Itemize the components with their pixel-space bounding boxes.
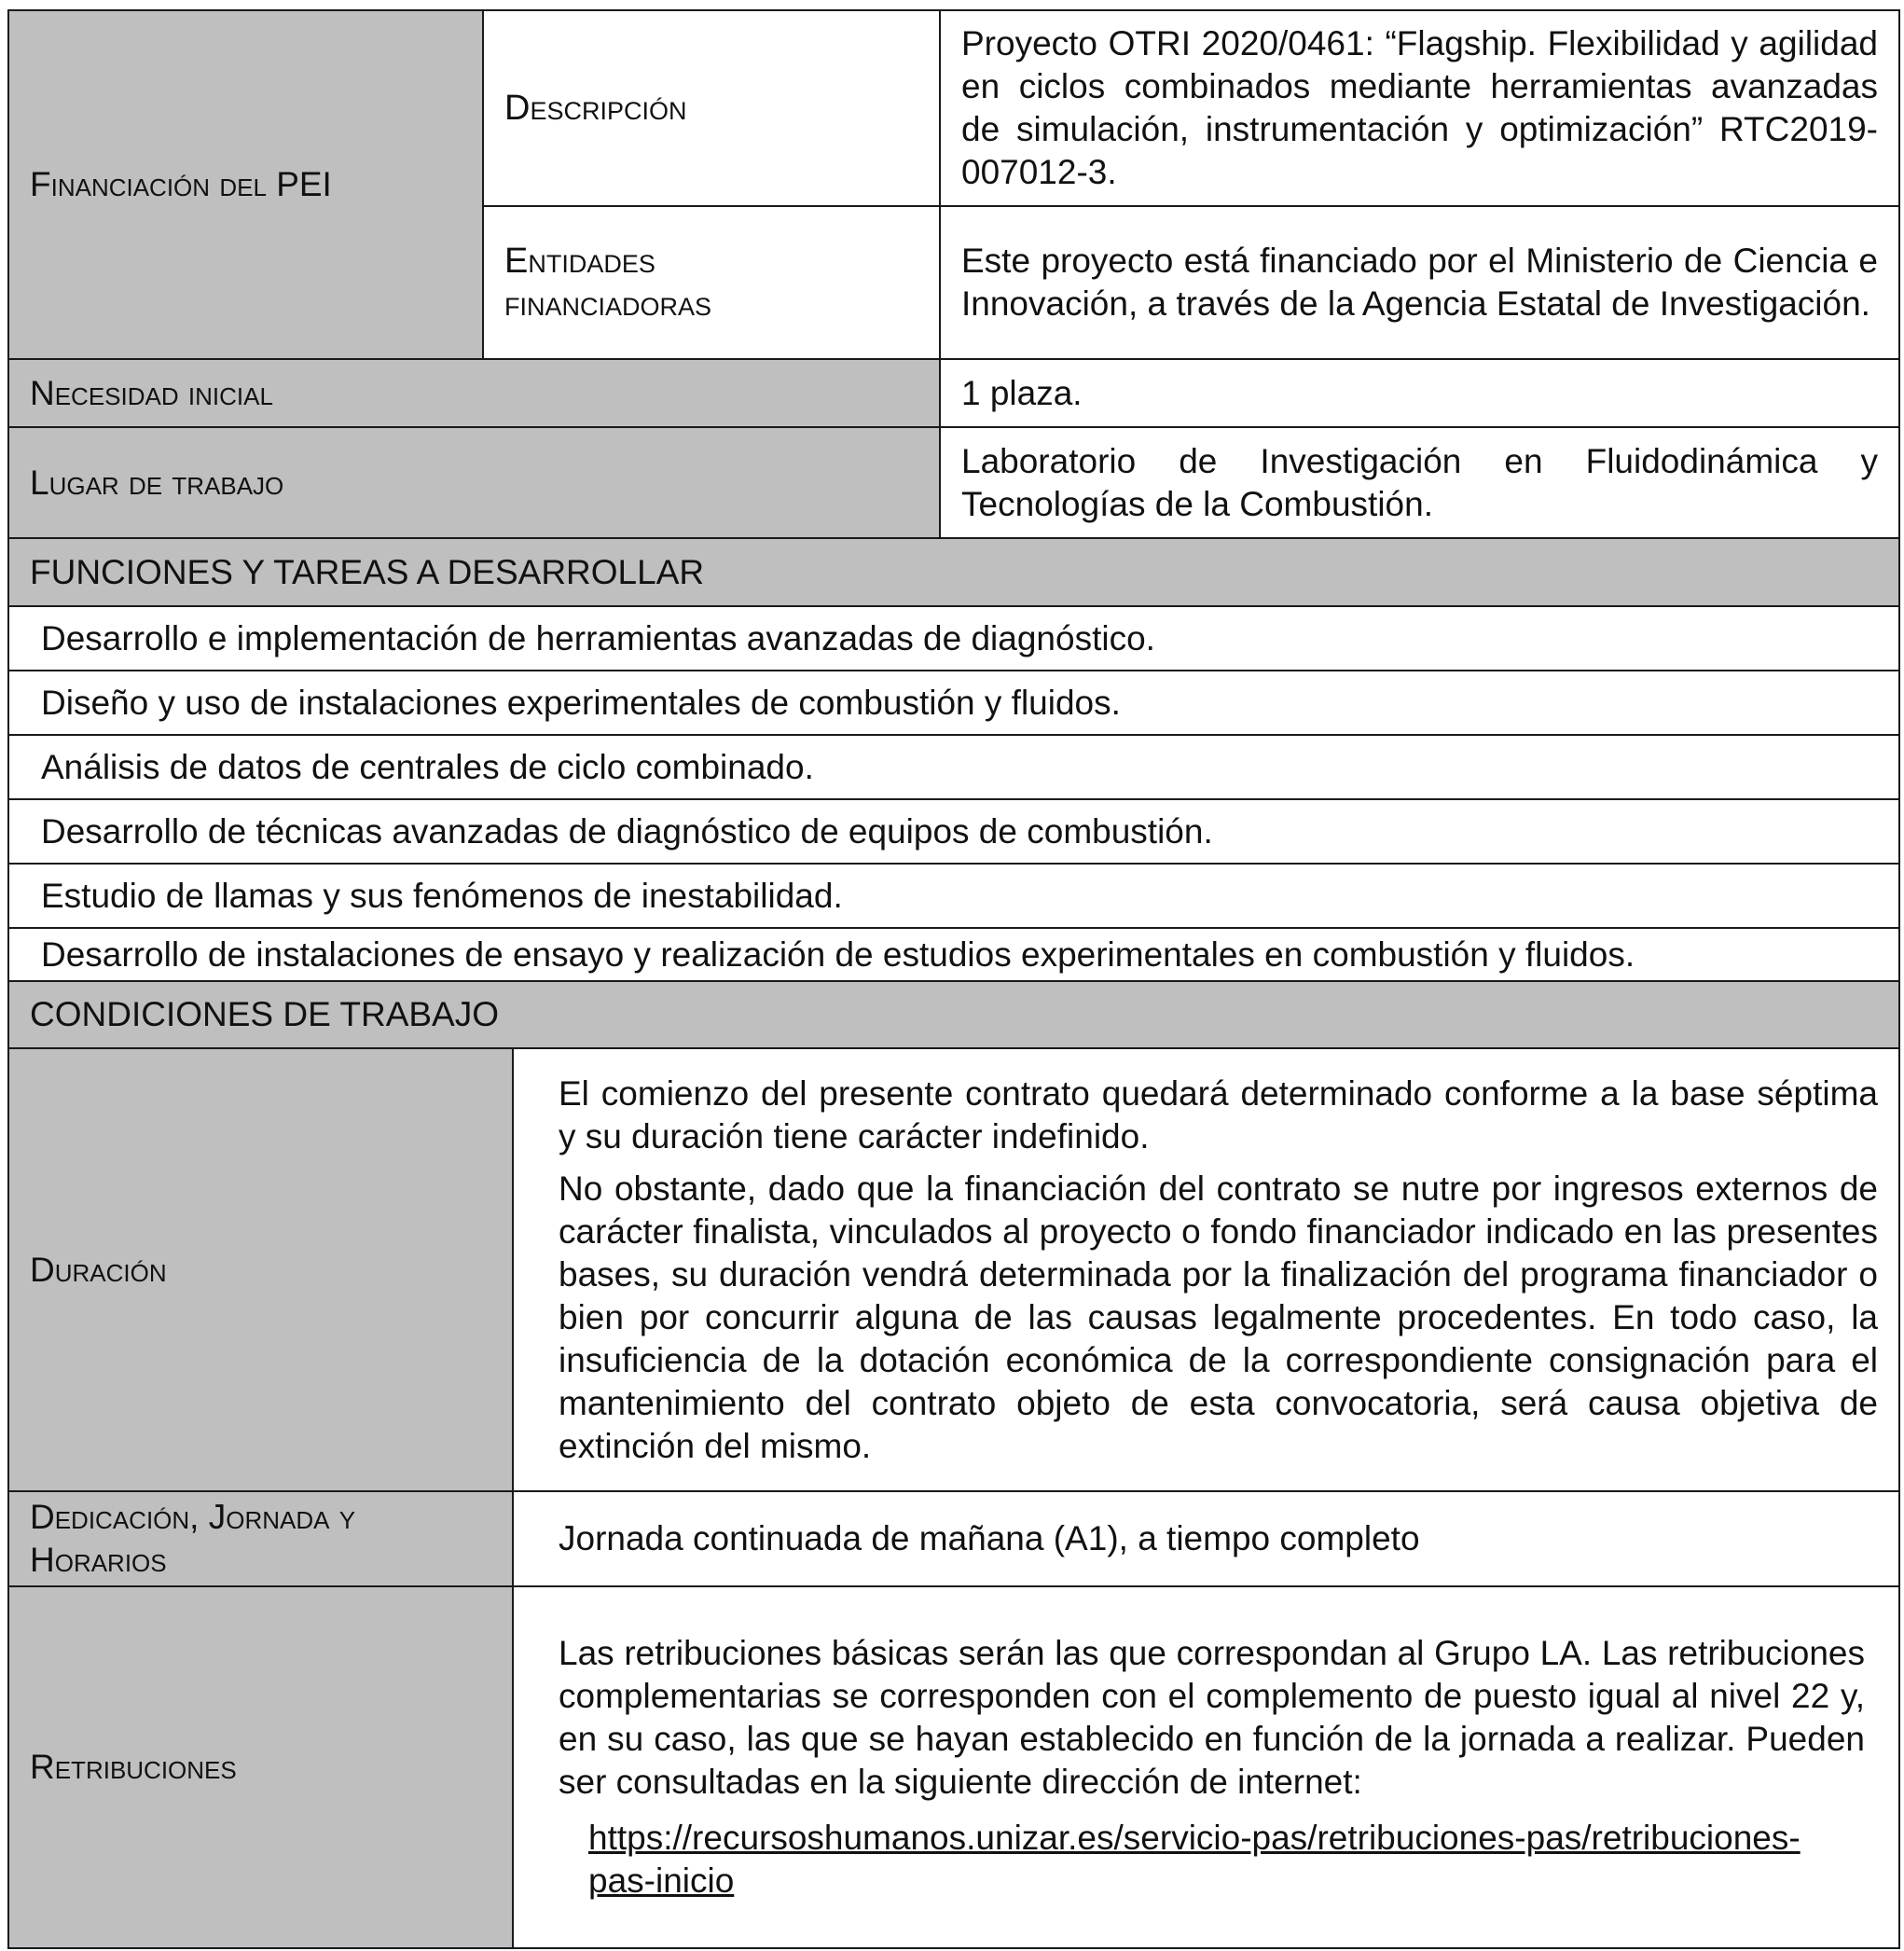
duracion-label: Duración (8, 1048, 513, 1490)
task-item: Desarrollo de instalaciones de ensayo y realización de estudios experimentales en combustión y fluidos. (8, 928, 1899, 981)
duracion-paragraph-2: No obstante, dado que la financiación del contrato se nutre por ingresos externos de carácter finalista, vinculados al proyecto o fondo financiador indicado en las presentes bases, su duración vendrá determinada por la finalización del programa financiador o bien por concurrir alguna de las causas legalmente procedentes. En todo caso, la insuficiencia de la dotación económica de la correspondiente consignación para el mantenimiento del contrato objeto de esta convocatoria, será causa objetiva de extinción del mismo. (559, 1169, 1878, 1465)
necesidad-value: 1 plaza. (940, 359, 1899, 427)
dedicacion-label-line1: Dedicación, Jornada y (30, 1497, 356, 1536)
dedicacion-row (8, 1491, 1899, 1586)
descripcion-label: Descripción (483, 10, 940, 206)
dedicacion-label-line2: Horarios (30, 1540, 167, 1579)
task-item: Estudio de llamas y sus fenómenos de inestabilidad. (8, 864, 1899, 928)
lugar-value: Laboratorio de Investigación en Fluidodinámica y Tecnologías de la Combustión. (940, 427, 1899, 538)
lugar-row (8, 427, 1899, 538)
duracion-paragraph-1: El comienzo del presente contrato quedará determinado conforme a la base séptima y su duración tiene carácter indefinido. (559, 1073, 1878, 1155)
task-item: Diseño y uso de instalaciones experimentales de combustión y fluidos. (8, 671, 1899, 735)
dedicacion-label (8, 1491, 513, 1586)
task-row (8, 864, 1899, 928)
entidades-label-line2: financiadoras (504, 284, 712, 325)
retribuciones-label: Retribuciones (8, 1586, 513, 1948)
entidades-label-line1: Entidades (504, 242, 655, 282)
task-item: Desarrollo de técnicas avanzadas de diagnóstico de equipos de combustión. (8, 799, 1899, 864)
job-offer-table-container (7, 9, 1898, 1949)
task-row (8, 606, 1899, 671)
task-row (8, 928, 1899, 981)
duracion-row (8, 1048, 1899, 1490)
descripcion-text: Proyecto OTRI 2020/0461: “Flagship. Flexibilidad y agilidad en ciclos combinados mediante herramientas avanzadas de simulación, instrumentación y optimización” RTC2019-007012-3. (940, 10, 1899, 206)
task-item: Desarrollo e implementación de herramientas avanzadas de diagnóstico. (8, 606, 1899, 671)
task-item: Análisis de datos de centrales de ciclo combinado. (8, 735, 1899, 799)
retribuciones-link[interactable]: https://recursoshumanos.unizar.es/servicio-pas/retribuciones-pas/retribuciones-pas-inicio (588, 1818, 1801, 1900)
job-offer-table (7, 9, 1900, 1949)
lugar-label: Lugar de trabajo (8, 427, 940, 538)
entidades-label (483, 206, 940, 359)
task-row (8, 799, 1899, 864)
funciones-heading: FUNCIONES Y TAREAS A DESARROLLAR (8, 538, 1899, 606)
dedicacion-content (513, 1491, 1899, 1586)
funciones-heading-row (8, 538, 1899, 606)
dedicacion-value: Jornada continuada de mañana (A1), a tiempo completo (559, 1518, 1420, 1557)
financiacion-label: Financiación del PEI (8, 10, 483, 359)
descripcion-row (8, 10, 1899, 206)
entidades-text: Este proyecto está financiado por el Ministerio de Ciencia e Innovación, a través de la Agencia Estatal de Investigación. (940, 206, 1899, 359)
necesidad-row (8, 359, 1899, 427)
task-row (8, 671, 1899, 735)
necesidad-label: Necesidad inicial (8, 359, 940, 427)
condiciones-heading-row (8, 981, 1899, 1048)
condiciones-heading: CONDICIONES DE TRABAJO (8, 981, 1899, 1048)
retribuciones-content (513, 1586, 1899, 1948)
task-row (8, 735, 1899, 799)
retribuciones-row (8, 1586, 1899, 1948)
duracion-content (513, 1048, 1899, 1490)
retribuciones-text: Las retribuciones básicas serán las que correspondan al Grupo LA. Las retribuciones complementarias se corresponden con el complemento de puesto igual al nivel 22 y, en su caso, las que se hayan establecido en función de la jornada a realizar. Pueden ser consultadas en la siguiente dirección de internet: (559, 1633, 1865, 1801)
